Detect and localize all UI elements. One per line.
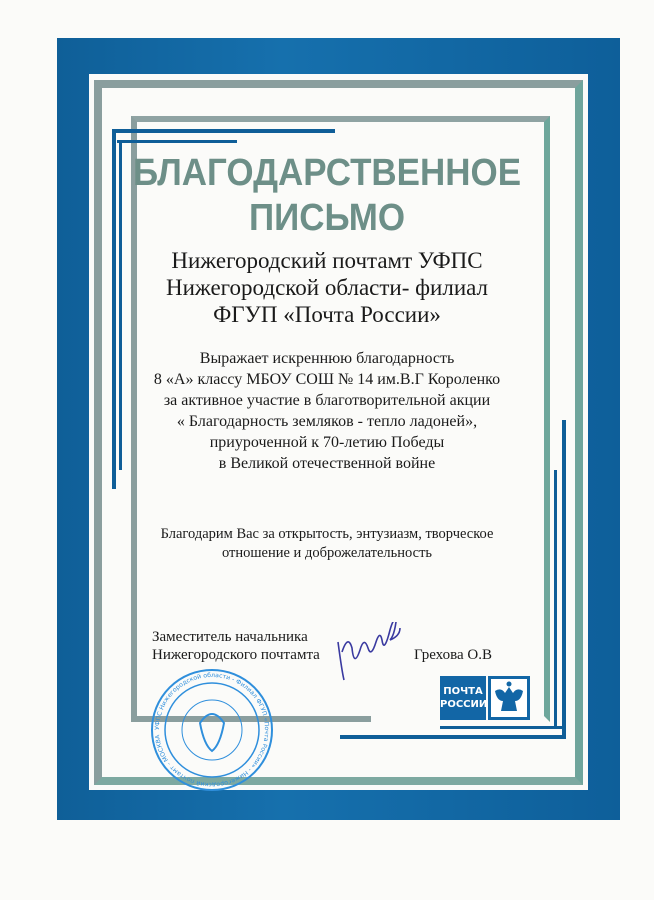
body-line: « Благодарность земляков - тепло ладоней», — [176, 413, 478, 430]
logo-text-line: РОССИИ — [440, 699, 488, 710]
body-line: приуроченной к 70-летию Победы — [209, 434, 445, 451]
blue-line-top-2 — [117, 140, 237, 143]
signer-title — [152, 628, 320, 664]
handwritten-signature — [330, 622, 405, 684]
blue-line-bottom-1 — [340, 735, 566, 739]
signer-name: Грехова О.В — [414, 647, 492, 663]
signer-title-line: Заместитель начальника — [152, 629, 308, 645]
signer-title-line: Нижегородского почтамта — [152, 647, 320, 663]
thanks-line: отношение и доброжелательность — [221, 545, 433, 561]
letter-body — [0, 348, 654, 474]
body-line: в Великой отечественной войне — [218, 455, 436, 472]
org-line: ФГУП «Почта России» — [213, 302, 441, 327]
svg-text:УФПС Нижегородской области - Ф — [154, 672, 270, 788]
logo-wordmark — [440, 676, 486, 720]
thanks-text — [0, 525, 654, 563]
organization-name — [0, 247, 654, 328]
title-line-1: БЛАГОДАРСТВЕННОЕ — [132, 152, 522, 194]
thanks-line: Благодарим Вас за открытость, энтузиазм, творческое — [160, 526, 494, 542]
body-line: Выражает искреннюю благодарность — [199, 350, 455, 367]
double-headed-eagle-icon — [488, 676, 530, 720]
stamp-text: УФПС Нижегородской области - Филиал ФГУП «Почта России» - Нижегородский почтамт - МОСКВА — [153, 671, 271, 789]
body-line: 8 «А» классу МБОУ СОШ № 14 им.В.Г Короленко — [153, 371, 501, 388]
official-stamp — [150, 668, 274, 792]
pochta-rossii-logo — [440, 676, 530, 720]
org-line: Нижегородской области- филиал — [165, 275, 489, 300]
body-line: за активное участие в благотворительной акции — [163, 392, 491, 409]
title-line-2: ПИСЬМО — [248, 197, 406, 239]
org-line: Нижегородский почтамт УФПС — [171, 248, 483, 273]
logo-text-line: ПОЧТА — [443, 686, 483, 697]
blue-line-right-2 — [554, 470, 557, 729]
blue-line-top-1 — [112, 129, 335, 133]
blue-line-bottom-2 — [440, 726, 562, 729]
